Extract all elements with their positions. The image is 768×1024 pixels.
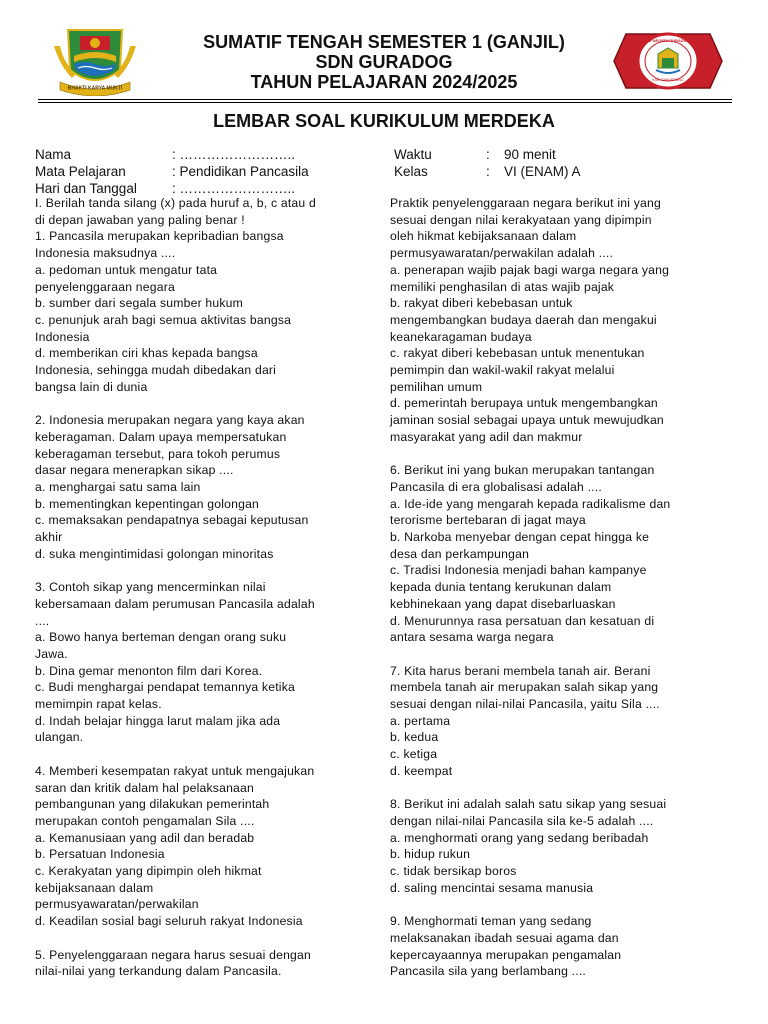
option-line: kebijaksanaan dalam (35, 880, 154, 895)
option-line: Jawa. (35, 646, 68, 661)
option-a: a. penerapan wajib pajak bagi warga negara yang (390, 262, 670, 277)
question-line: oleh hikmat kebijaksanaan dalam (390, 229, 577, 244)
badge-inner-text: KAB. TANGERANG (652, 78, 684, 82)
option-a: a. Kemanusiaan yang adil dan beradab (35, 830, 255, 845)
info-hari-value: : …………………….. (172, 181, 296, 196)
right-column (390, 195, 740, 980)
question-line: .... (35, 613, 50, 628)
option-b: b. hidup rukun (390, 847, 471, 862)
question-line: 8. Berikut ini adalah salah satu sikap yang sesuai (390, 797, 667, 812)
option-line: kebhinekaan yang dapat disebarluaskan (390, 596, 616, 611)
question-line: dengan nilai-nilai Pancasila sila ke-5 adalah .... (390, 813, 654, 828)
exam-title: SUMATIF TENGAH SEMESTER 1 (GANJIL) (203, 32, 565, 52)
question-5-continued (390, 195, 740, 446)
option-d: d. memberikan ciri khas kepada bangsa (35, 346, 258, 361)
question-line: permusyawaratan/perwakilan adalah .... (390, 246, 614, 261)
question-line: membela tanah air merupakan salah sikap yang (390, 680, 659, 695)
academic-year: TAHUN PELAJARAN 2024/2025 (250, 72, 518, 92)
option-c: c. Budi menghargai pendapat temannya ketika (35, 680, 295, 695)
option-d: d. Indah belajar hingga larut malam jika ada (35, 713, 281, 728)
option-b: b. Narkoba menyebar dengan cepat hingga ke (390, 530, 650, 545)
option-b: b. sumber dari segala sumber hukum (35, 296, 243, 311)
option-a: a. menghargai satu sama lain (35, 479, 201, 494)
header-divider (38, 99, 732, 100)
option-line: mengembangkan budaya daerah dan mengakui (390, 312, 657, 327)
option-d: d. pemerintah berupaya untuk mengembangkan (390, 396, 658, 411)
option-b: b. Dina gemar menonton film dari Korea. (35, 663, 263, 678)
option-d: d. Menurunnya rasa persatuan dan kesatuan di (390, 613, 655, 628)
info-kelas-label: Kelas (394, 164, 428, 179)
instruction-line: I. Berilah tanda silang (x) pada huruf a, b, c atau d (35, 196, 316, 210)
school-name: SDN GURADOG (315, 52, 453, 72)
question-line: kebersamaan dalam perumusan Pancasila adalah (35, 596, 315, 611)
option-c: c. Tradisi Indonesia menjadi bahan kampanye (390, 563, 647, 578)
instruction (35, 195, 380, 228)
info-kelas-sep: : (486, 164, 490, 179)
badge-ring-text: SD NEGERI GURADOG (645, 38, 691, 43)
option-c: c. rakyat diberi kebebasan untuk menentukan (390, 346, 645, 361)
question-6 (390, 462, 740, 646)
option-c: c. memaksakan pendapatnya sebagai keputusan (35, 513, 309, 528)
question-line: Indonesia maksudnya .... (35, 246, 176, 261)
option-a: a. pertama (390, 713, 451, 728)
option-line: kepada dunia tentang kerukunan dalam (390, 580, 612, 595)
question-line: 7. Kita harus berani membela tanah air. Berani (390, 663, 651, 678)
question-line: 4. Memberi kesempatan rakyat untuk mengajukan (35, 763, 315, 778)
option-d: d. Keadilan sosial bagi seluruh rakyat Indonesia (35, 914, 303, 929)
option-line: bangsa lain di dunia (35, 379, 148, 394)
question-2 (35, 412, 380, 562)
info-waktu-value: 90 menit (504, 147, 556, 162)
option-line: Indonesia (35, 329, 90, 344)
option-c: c. Kerakyatan yang dipimpin oleh hikmat (35, 864, 262, 879)
question-line: merupakan contoh pengamalan Sila .... (35, 813, 255, 828)
info-mapel-value: : Pendidikan Pancasila (172, 164, 309, 179)
question-line: keberagaman. Dalam upaya mempersatukan (35, 429, 287, 444)
instruction-line: di depan jawaban yang paling benar ! (35, 212, 245, 227)
question-line: keberagaman tersebut, para tokoh perumus (35, 446, 281, 461)
question-line: Pancasila di era globalisasi adalah .... (390, 479, 602, 494)
info-waktu-label: Waktu (394, 147, 432, 162)
option-a: a. Ide-ide yang mengarah kepada radikalisme dan (390, 496, 671, 511)
question-7 (390, 663, 740, 780)
option-line: pemimpin dan wakil-wakil rakyat melalui (390, 363, 615, 378)
option-line: terorisme bertebaran di jagat maya (390, 513, 586, 528)
question-line: melaksanakan ibadah sesuai agama dan (390, 930, 619, 945)
regency-emblem-icon (50, 26, 140, 96)
option-a: a. pedoman untuk mengatur tata (35, 262, 218, 277)
question-4 (35, 763, 380, 930)
option-line: antara sesama warga negara (390, 630, 554, 645)
option-line: jaminan sosial sebagai upaya untuk mewujudkan (390, 413, 664, 428)
option-line: keanekaragaman budaya (390, 329, 532, 344)
question-line: 3. Contoh sikap yang mencerminkan nilai (35, 580, 266, 595)
question-line: saran dan kritik dalam hal pelaksanaan (35, 780, 254, 795)
sheet-subtitle: LEMBAR SOAL KURIKULUM MERDEKA (213, 111, 555, 131)
option-c: c. tidak bersikap boros (390, 864, 517, 879)
info-nama-value: : …………………….. (172, 147, 296, 162)
school-badge-icon (608, 28, 728, 94)
option-line: pemilihan umum (390, 379, 483, 394)
option-a: a. Bowo hanya berteman dengan orang suku (35, 630, 287, 645)
question-line: sesuai dengan nilai-nilai Pancasila, yaitu Sila .... (390, 697, 660, 712)
question-line: 2. Indonesia merupakan negara yang kaya akan (35, 413, 305, 428)
question-3 (35, 579, 380, 746)
question-line: 9. Menghormati teman yang sedang (390, 914, 592, 929)
option-a: a. menghormati orang yang sedang beribadah (390, 830, 649, 845)
question-line: nilai-nilai yang terkandung dalam Pancasila. (35, 964, 282, 979)
option-line: memimpin rapat kelas. (35, 697, 162, 712)
info-waktu-sep: : (486, 147, 490, 162)
question-line: kepercayaannya merupakan pengamalan (390, 947, 622, 962)
emblem-motto: BHAKTI KARYA MUKTI (67, 85, 123, 92)
question-line: 5. Penyelenggaraan negara harus sesuai dengan (35, 947, 311, 962)
question-5 (35, 947, 380, 980)
question-9 (390, 913, 740, 980)
option-line: penyelenggaraan negara (35, 279, 175, 294)
option-d: d. suka mengintimidasi golongan minoritas (35, 546, 274, 561)
option-line: desa dan perkampungan (390, 546, 530, 561)
question-line: Pancasila sila yang berlambang .... (390, 964, 587, 979)
option-b: b. rakyat diberi kebebasan untuk (390, 296, 573, 311)
question-line: sesuai dengan nilai kerakyataan yang dipimpin (390, 212, 652, 227)
option-line: masyarakat yang adil dan makmur (390, 429, 583, 444)
info-nama-label: Nama (35, 147, 72, 162)
option-d: d. keempat (390, 763, 453, 778)
option-line: permusyawaratan/perwakilan (35, 897, 199, 912)
info-hari-label: Hari dan Tanggal (35, 181, 137, 196)
left-column (35, 195, 380, 980)
option-c: c. penunjuk arah bagi semua aktivitas bangsa (35, 312, 292, 327)
question-8 (390, 796, 740, 896)
option-b: b. Persatuan Indonesia (35, 847, 165, 862)
option-line: akhir (35, 530, 63, 545)
option-c: c. ketiga (390, 747, 438, 762)
option-b: b. mementingkan kepentingan golongan (35, 496, 260, 511)
question-line: dasar negara menerapkan sikap .... (35, 463, 234, 478)
info-kelas-value: VI (ENAM) A (504, 164, 581, 179)
question-line: pembangunan yang dilakukan pemerintah (35, 797, 270, 812)
question-line: 6. Berikut ini yang bukan merupakan tantangan (390, 463, 655, 478)
option-line: ulangan. (35, 730, 84, 745)
question-line: Praktik penyelenggaraan negara berikut ini yang (390, 196, 661, 210)
question-line: 1. Pancasila merupakan kepribadian bangsa (35, 229, 284, 244)
option-line: Indonesia, sehingga mudah dibedakan dari (35, 363, 277, 378)
header-divider-2 (38, 102, 732, 103)
option-line: memiliki penghasilan di atas wajib pajak (390, 279, 615, 294)
option-d: d. saling mencintai sesama manusia (390, 880, 594, 895)
question-1 (35, 228, 380, 395)
info-mapel-label: Mata Pelajaran (35, 164, 126, 179)
option-b: b. kedua (390, 730, 439, 745)
